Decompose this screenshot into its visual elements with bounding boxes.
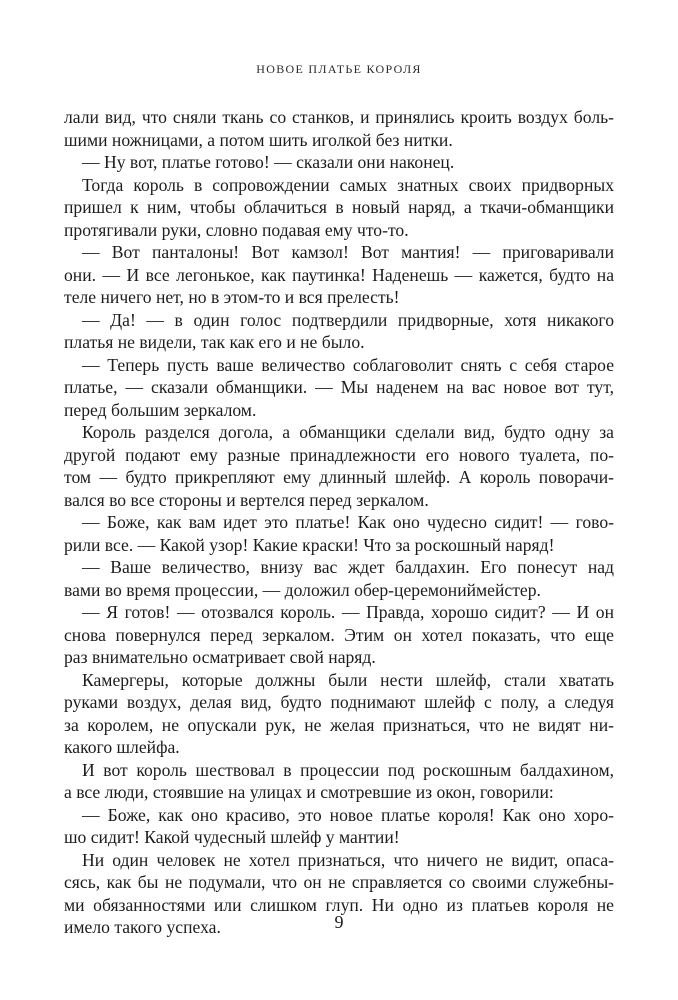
text-line: — Я готов! — отозвался король. — Правда, хорошо сидит? — И он	[82, 602, 614, 622]
text-line: за королем, не опускали рук, не желая признаться, что не видят ни-	[64, 714, 614, 735]
text-line: платья не видели, так как его и не было.	[64, 332, 365, 352]
text-line: том — будто прикрепляют ему длинный шлейф. А король поворачи-	[64, 467, 614, 487]
text-line: платье, — сказали обманщики. — Мы наденем на вас новое вот тут,	[64, 377, 614, 397]
text-line: лали вид, что сняли ткань со станков, и принялись кроить воздух боль-	[64, 107, 614, 127]
text-line: — Боже, как оно красиво, это новое платье короля! Как оно хоро-	[82, 804, 614, 825]
text-line: снова повернулся перед зеркалом. Этим он хотел показать, что еще	[64, 624, 614, 645]
text-line: — Ну вот, платье готово! — сказали они наконец.	[82, 152, 455, 172]
text-line: теле ничего нет, но в этом-то и вся прелесть!	[64, 287, 400, 307]
text-line: Тогда король в сопровождении самых знатных своих придворных	[82, 174, 614, 195]
text-line: протягивали руки, словно подавая ему что-то.	[64, 219, 409, 240]
text-line: пришел к ним, чтобы облачиться в новый наряд, а ткачи-обманщики	[64, 197, 614, 217]
text-line: Ни один человек не хотел признаться, что ничего не видит, опаса-	[82, 849, 614, 870]
text-line: вами во время процессии, — доложил обер-церемониймейстер.	[64, 579, 541, 600]
text-line: Король разделся догола, а обманщики сделали вид, будто одну за	[82, 422, 614, 442]
text-line: — Боже, как вам идет это платье! Как оно чудесно сидит! — гово-	[82, 512, 614, 532]
text-line: руками воздух, делая вид, будто поднимают шлейф с полу, а следуя	[64, 692, 614, 712]
text-line: рили все. — Какой узор! Какие краски! Что за роскошный наряд!	[64, 534, 555, 555]
text-line: И вот король шествовал в процессии под роскошным балдахином,	[82, 759, 614, 780]
text-line: шими ножницами, а потом шить иголкой без нитки.	[64, 129, 453, 150]
text-line: раз внимательно осматривает свой наряд.	[64, 647, 376, 667]
text-line: шо сидит! Какой чудесный шлейф у мантии!	[64, 827, 400, 847]
body-text	[64, 106, 614, 939]
text-line: они. — И все легонькое, как паутинка! Наденешь — кажется, будто на	[64, 264, 614, 285]
text-line: — Ваше величество, внизу вас ждет балдахин. Его понесут над	[82, 557, 614, 577]
text-line: перед большим зеркалом.	[64, 399, 257, 420]
text-line: — Вот панталоны! Вот камзол! Вот мантия! — приговаривали	[82, 242, 614, 262]
text-line: какого шлейфа.	[64, 737, 180, 757]
text-line: Камергеры, которые должны были нести шлейф, стали хватать	[82, 669, 614, 690]
text-line: другой подают ему разные принадлежности его нового туалета, по-	[64, 444, 614, 465]
text-line: сясь, как бы не подумали, что он не справляется со своими служебны-	[64, 872, 614, 892]
text-line: — Теперь пусть ваше величество соблаговолит снять с себя старое	[82, 354, 614, 375]
text-line: вался во все стороны и вертелся перед зеркалом.	[64, 489, 429, 510]
text-line: — Да! — в один голос подтвердили придворные, хотя никакого	[82, 309, 614, 330]
text-line: имело такого успеха.	[64, 917, 221, 937]
running-title: НОВОЕ ПЛАТЬЕ КОРОЛЯ	[256, 62, 422, 76]
text-line: а все люди, стоявшие на улицах и смотревшие из окон, говорили:	[64, 782, 554, 802]
text-line: ми обязанностями или слишком глуп. Ни одно из платьев короля не	[64, 894, 614, 915]
page-number: 9	[334, 912, 344, 932]
